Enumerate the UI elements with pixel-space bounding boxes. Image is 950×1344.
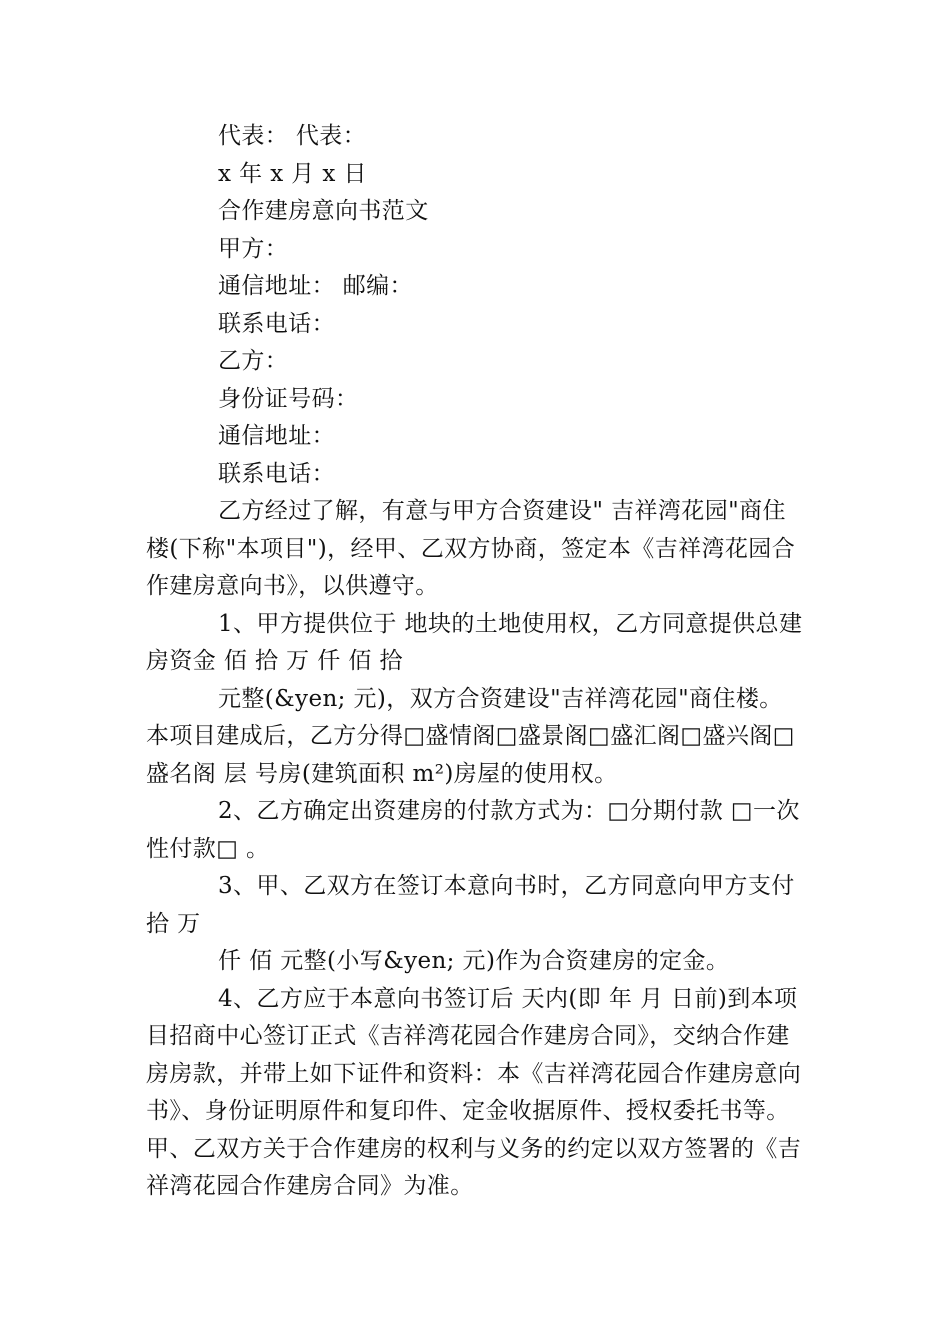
party-b-label: 乙方： [218,348,289,374]
party-a-address: 通信地址： 邮编： [218,273,413,299]
representative-line: 代表： 代表： [218,123,367,149]
party-b-id-number: 身份证号码： [218,385,359,412]
party-a-label: 甲方： [218,235,289,262]
intro-paragraph: 乙方经过了解，有意与甲方合资建设" 吉祥湾花园"商住楼(下称"本项目")，经甲、乙双方协商，签定本《吉祥湾花园合作建房意向书》，以供遵守。 [146,498,796,599]
clause-3-continued-paragraph: 仟 佰 元整(小写&yen; 元)作为合资建房的定金。 [218,948,730,974]
clause-1-paragraph: 1、甲方提供位于 地块的土地使用权，乙方同意提供总建房资金 佰 拾 万 仟 佰 拾 [146,610,803,674]
clause-4-paragraph: 4、乙方应于本意向书签订后 天内(即 年 月 日前)到本项目招商中心签订正式《吉祥湾花园合作建房合同》，交纳合作建房房款，并带上如下证件和资料：本《吉祥湾花园合作建房意向书》、身份证明原件和复印件、定金收据原件、授权委托书等。甲、乙双方关于合作建房的权利与义务的约定以双方签署的《吉祥湾花园合作建房合同》为准。 [146,985,802,1199]
document-body [146,118,806,1206]
clause-3-paragraph: 3、甲、乙双方在签订本意向书时，乙方同意向甲方支付 拾 万 [146,873,795,937]
clause-2-paragraph: 2、乙方确定出资建房的付款方式为：□分期付款 □一次性付款□ 。 [146,798,800,862]
clause-1-continued-paragraph: 元整(&yen; 元)，双方合资建设"吉祥湾花园"商住楼。本项目建成后，乙方分得□盛情阁□盛景阁□盛汇阁□盛兴阁□盛名阁 层 号房(建筑面积 m²)房屋的使用权。 [146,685,795,787]
party-b-phone: 联系电话： [218,460,335,487]
party-a-phone: 联系电话： [218,310,335,337]
document-title: 合作建房意向书范文 [218,198,429,224]
date-line: x 年 x 月 x 日 [218,160,367,187]
party-b-address: 通信地址： [218,423,335,449]
